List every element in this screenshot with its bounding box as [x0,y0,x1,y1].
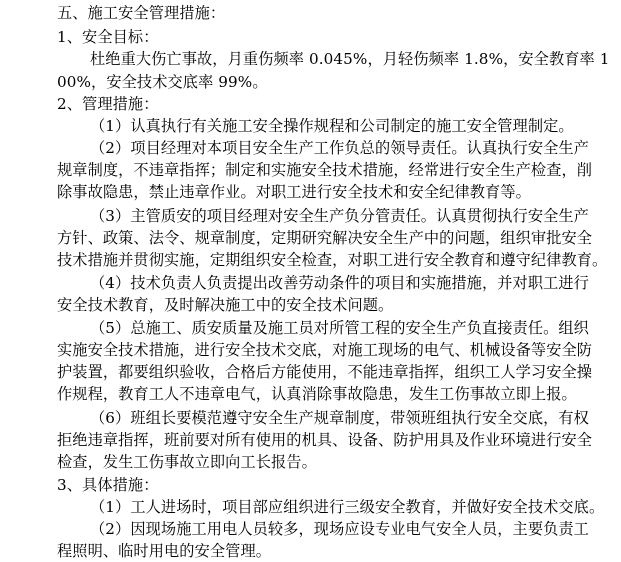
paragraph-line: 除事故隐患，禁止违章作业。对职工进行安全技术和安全纪律教育等。 [57,183,531,201]
paragraph-line: 作规程，教育工人不违章电气，认真消除事故隐患，发生工伤事故立即上报。 [57,385,577,403]
paragraph-line: （1）认真执行有关施工安全操作规程和公司制定的施工安全管理制定。 [90,117,574,135]
paragraph-line: 拒绝违章指挥，班前要对所有使用的机具、设备、防护用具及作业环境进行安全 [57,431,593,449]
paragraph-line: 规章制度，不违章指挥；制定和实施安全技术措施，经常进行安全生产检查，削 [57,161,593,179]
paragraph-line: 方针、政策、法令、规章制度，定期研究解决安全生产中的问题，组织审批安全 [57,229,593,247]
paragraph-line: 程照明、临时用电的安全管理。 [57,542,272,560]
subsection-heading: 2、管理措施： [57,95,159,113]
paragraph-line: （6）班组长要模范遵守安全生产规章制度，带领班组执行安全交底，有权 [90,409,589,427]
paragraph-line: 安全技术教育，及时解决施工中的安全技术问题。 [57,296,394,314]
paragraph-line: 护装置，都要组织验收，合格后方能使用，不能违章指挥，组织工人学习安全操 [57,363,593,381]
paragraph-line: （1）工人进场时，项目部应组织进行三级安全教育，并做好安全技术交底。 [90,498,605,516]
paragraph-line: 00%，安全技术交底率 99%。 [57,73,268,91]
paragraph-line: 杜绝重大伤亡事故，月重伤频率 0.045%，月轻伤频率 1.8%，安全教育率 1 [90,50,610,68]
section-heading: 五、施工安全管理措施： [57,4,226,22]
paragraph-line: 检查，发生工伤事故立即向工长报告。 [57,453,317,471]
subsection-heading: 3、具体措施： [57,476,159,494]
paragraph-line: 实施安全技术措施，进行安全技术交底，对施工现场的电气、机械设备等安全防 [57,341,593,359]
paragraph-line: （5）总施工、质安质量及施工员对所管工程的安全生产负直接责任。组织 [90,319,589,337]
paragraph-line: 技术措施并贯彻实施，定期组织安全检查，对职工进行安全教育和遵守纪律教育。 [57,251,608,269]
paragraph-line: （3）主管质安的项目经理对安全生产负分管责任。认真贯彻执行安全生产 [90,207,589,225]
subsection-heading: 1、安全目标： [57,28,159,46]
paragraph-line: （2）项目经理对本项目安全生产工作负总的领导责任。认真执行安全生产 [90,139,589,157]
paragraph-line: （4）技术负责人负责提出改善劳动条件的项目和实施措施，并对职工进行 [90,274,589,292]
paragraph-line: （2）因现场施工用电人员较多，现场应设专业电气安全人员，主要负责工 [90,520,589,538]
